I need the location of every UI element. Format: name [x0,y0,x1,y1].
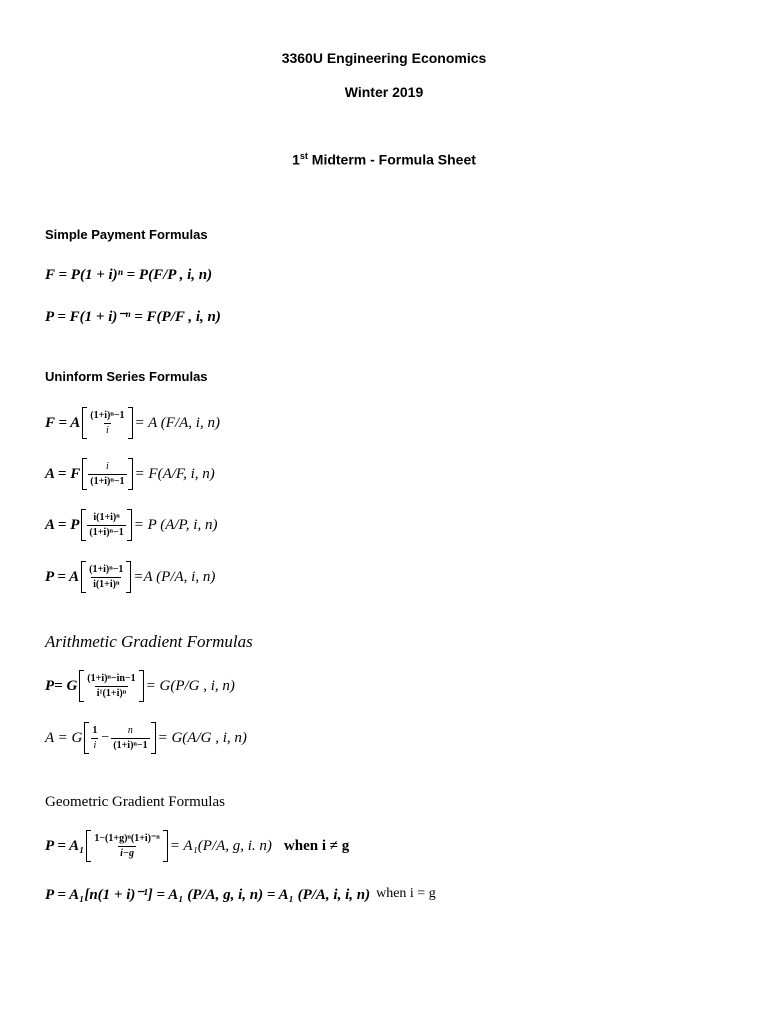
geometric-gradient-formula-2 [45,874,436,914]
bracket [82,458,132,490]
term-title: Winter 2019 [344,84,424,100]
formula-lhs: P = A [45,568,80,585]
fraction-term-1 [90,725,99,752]
denominator: i [106,424,109,436]
numerator: (1+i)ⁿ−1 [89,563,124,575]
midterm-number: 1 [292,151,300,168]
formula-lhs: P= G [45,677,78,694]
numerator: i [106,460,109,472]
fraction [88,410,126,437]
numerator: n [127,724,133,736]
uniform-series-formula-fa [45,403,220,443]
numerator: 1−(1+g)ⁿ(1+i)⁻ⁿ [94,832,160,844]
minus-sign: − [101,730,110,745]
denominator: i [93,739,97,751]
midterm-title [0,151,768,168]
arithmetic-gradient-formula-ag [45,718,247,758]
denominator: i(1+i)ⁿ [93,578,120,590]
uniform-series-formula-pa [45,557,215,597]
numerator: (1+i)ⁿ−1 [90,409,125,421]
simple-payment-formula-f: F = P(1 + i)ⁿ = P(F/P , i, n) [45,266,213,283]
fraction [92,833,161,860]
bracket [82,407,132,439]
condition-label: when i ≠ g [283,837,350,854]
bracket [84,722,155,754]
formula-rhs: = P (A/P, i, n) [133,516,218,533]
numerator: 1 [92,724,98,736]
formula-rhs: = G(P/G , i, n) [145,677,235,694]
bracket [79,670,143,702]
uniform-series-formula-ap [45,505,217,545]
geometric-gradient-heading: Geometric Gradient Formulas [45,794,225,810]
numerator: (1+i)ⁿ−in−1 [87,672,136,684]
formula-lhs: A = G [45,729,83,746]
formula-rhs: = F(A/F, i, n) [134,465,215,482]
fraction [87,564,125,591]
formula-lhs: A = P [45,516,80,533]
fraction-term-2 [111,725,149,752]
denominator: (1+i)ⁿ−1 [90,475,125,487]
simple-payment-heading: Simple Payment Formulas [45,227,208,242]
bracket [81,509,131,541]
formula-rhs: =A (P/A, i, n) [133,568,216,585]
denominator: i¹(1+i)ⁿ [96,687,127,699]
formula-rhs: = A (F/A, i, n) [134,414,220,431]
midterm-label: Midterm - Formula Sheet [307,151,476,168]
denominator: i−g [120,847,134,859]
formula-lhs: A = F [45,465,81,482]
simple-payment-formula-p: P = F(1 + i)⁻ⁿ = F(P/F , i, n) [45,308,221,325]
formula-lhs: F = A [45,414,81,431]
bracket [81,561,131,593]
fraction [88,461,126,488]
denominator: (1+i)ⁿ−1 [113,739,148,751]
formula-rhs: = A₁(P/A, g, i. n) [169,837,272,854]
formula-main: P = A₁[n(1 + i)⁻¹] = A₁ (P/A, g, i, n) = A₁ (P/A, i, i, n) [45,886,371,903]
fraction [87,512,125,539]
fraction [85,673,137,700]
numerator: i(1+i)ⁿ [93,511,120,523]
condition-label: when i = g [376,886,436,901]
course-title: 3360U Engineering Economics [281,50,487,66]
denominator: (1+i)ⁿ−1 [89,526,124,538]
bracket [86,830,167,862]
uniform-series-formula-af [45,454,215,494]
formula-lhs: P = A₁ [45,837,85,854]
midterm-ordinal: st [299,151,308,161]
formula-rhs: = G(A/G , i, n) [157,729,247,746]
uniform-series-heading: Uninform Series Formulas [45,369,208,384]
arithmetic-gradient-formula-pg [45,666,235,706]
geometric-gradient-formula-1 [45,826,349,866]
arithmetic-gradient-heading: Arithmetic Gradient Formulas [45,632,253,651]
